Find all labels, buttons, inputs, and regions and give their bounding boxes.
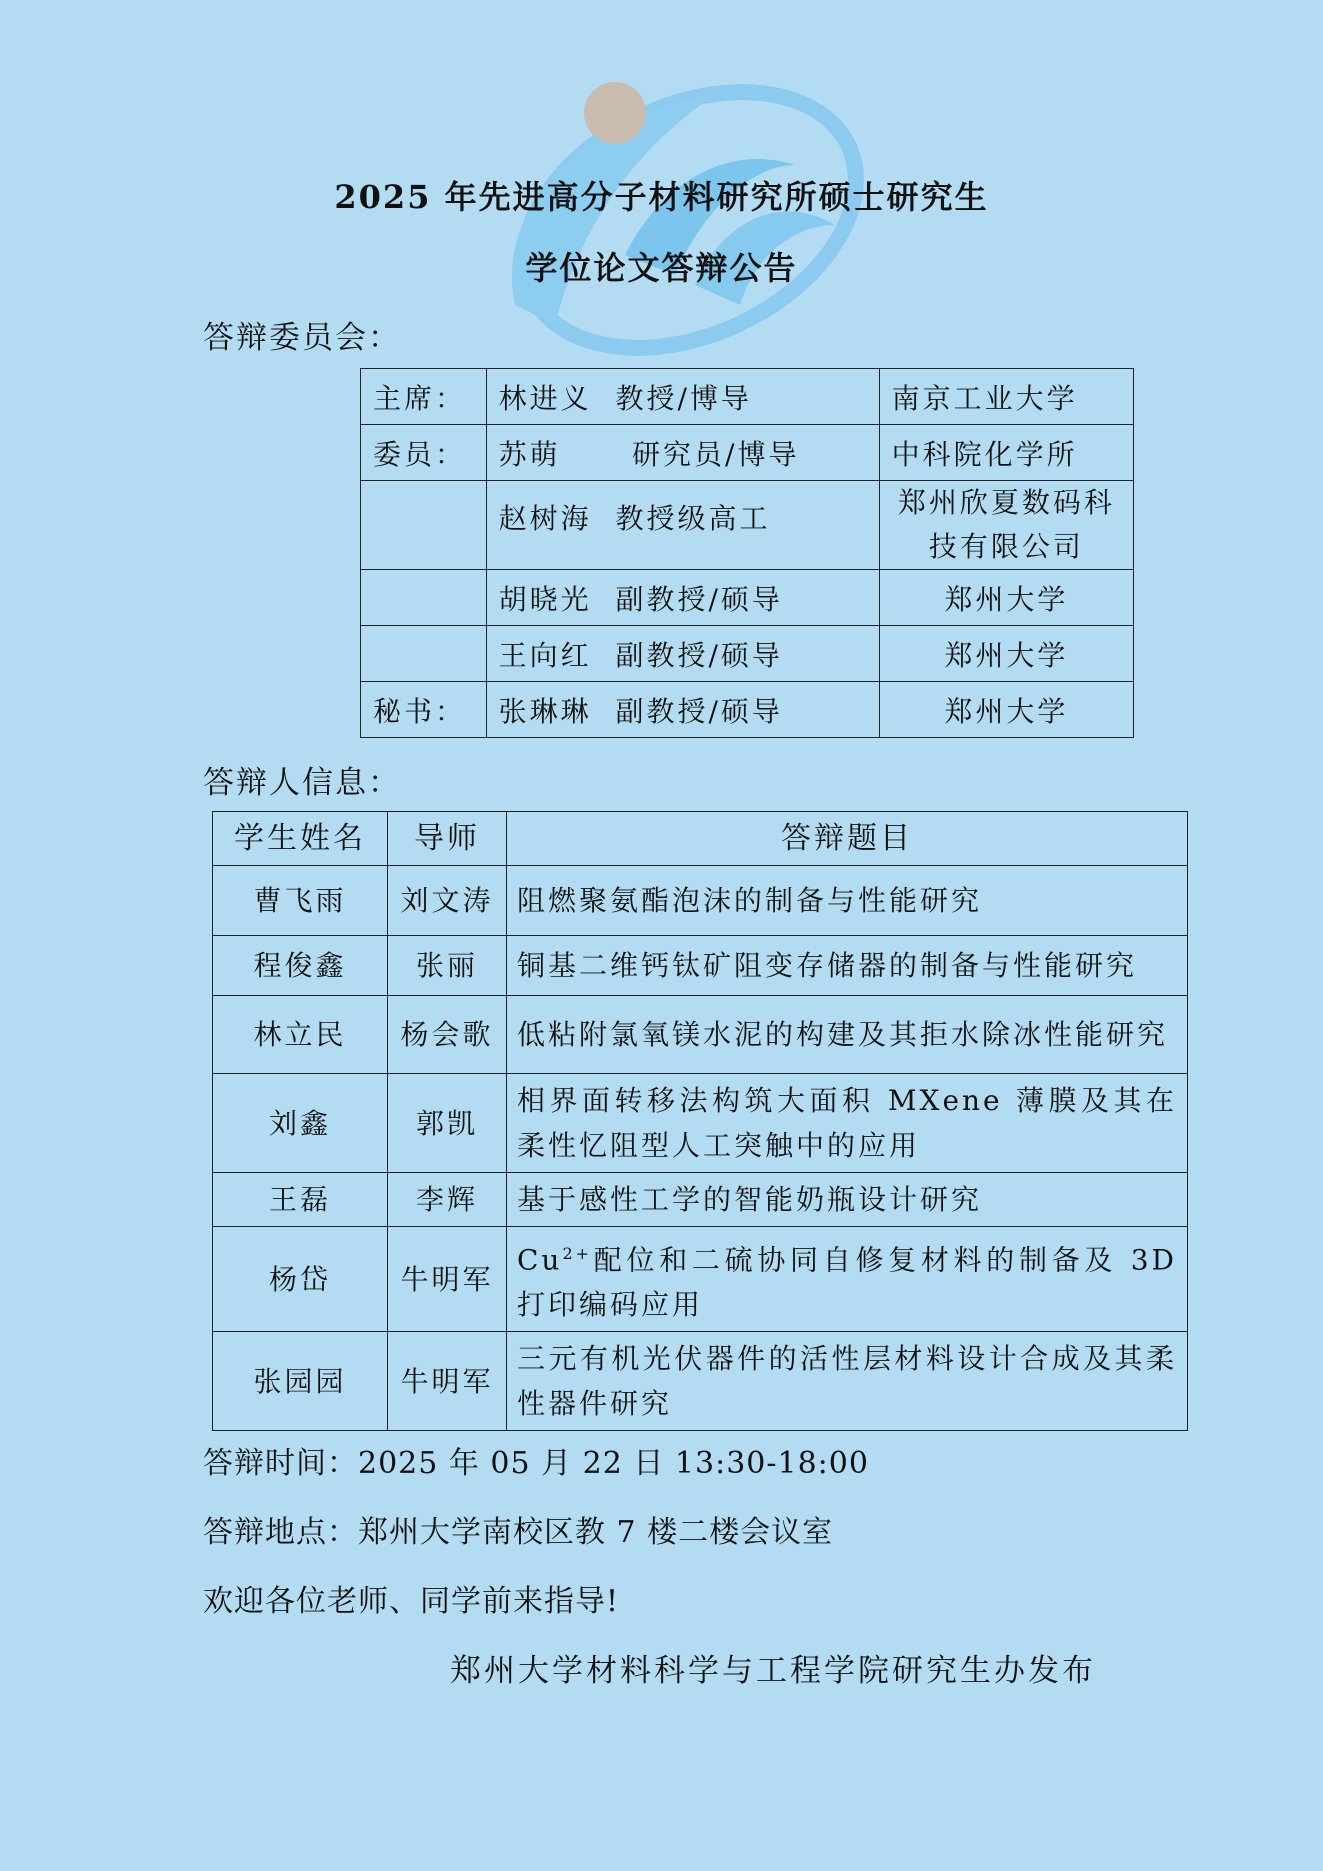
org-cell: 郑州大学 bbox=[879, 682, 1133, 738]
header-topic: 答辩题目 bbox=[507, 812, 1188, 866]
advisor-name: 李辉 bbox=[388, 1173, 507, 1227]
defense-location: 答辩地点：郑州大学南校区教 7 楼二楼会议室 bbox=[203, 1515, 834, 1550]
topic-prefix: Cu bbox=[517, 1243, 563, 1277]
table-row bbox=[213, 866, 1188, 936]
name-title-cell: 苏萌 研究员/博导 bbox=[486, 425, 879, 481]
student-name: 张园园 bbox=[213, 1332, 388, 1431]
student-name: 程俊鑫 bbox=[213, 936, 388, 996]
name-title-cell: 王向红 副教授/硕导 bbox=[486, 626, 879, 682]
advisor-name: 张丽 bbox=[388, 936, 507, 996]
table-row bbox=[361, 425, 1134, 481]
defense-time: 答辩时间：2025 年 05 月 22 日 13:30-18:00 bbox=[203, 1446, 869, 1481]
student-name: 杨岱 bbox=[213, 1227, 388, 1332]
advisor-name: 杨会歌 bbox=[388, 996, 507, 1074]
table-row bbox=[213, 936, 1188, 996]
header-advisor: 导师 bbox=[388, 812, 507, 866]
advisor-name: 牛明军 bbox=[388, 1332, 507, 1431]
name-title-cell: 胡晓光 副教授/硕导 bbox=[486, 570, 879, 626]
topic bbox=[507, 1227, 1188, 1332]
student-name: 曹飞雨 bbox=[213, 866, 388, 936]
topic: 低粘附氯氧镁水泥的构建及其拒水除冰性能研究 bbox=[507, 996, 1188, 1074]
name-title-cell: 张琳琳 副教授/硕导 bbox=[486, 682, 879, 738]
table-row bbox=[213, 1074, 1188, 1173]
role-cell: 主席： bbox=[361, 369, 487, 425]
title-line-2: 学位论文答辩公告 bbox=[525, 249, 798, 287]
defense-heading: 答辩人信息： bbox=[203, 765, 401, 801]
table-header-row bbox=[213, 812, 1188, 866]
header-student-name: 学生姓名 bbox=[213, 812, 388, 866]
topic: 铜基二维钙钛矿阻变存储器的制备与性能研究 bbox=[507, 936, 1188, 996]
table-row bbox=[361, 626, 1134, 682]
role-cell bbox=[361, 626, 487, 682]
org-cell: 郑州大学 bbox=[879, 570, 1133, 626]
title-line-1: 2025 年先进高分子材料研究所硕士研究生 bbox=[334, 178, 989, 216]
table-row bbox=[361, 481, 1134, 570]
table-row bbox=[213, 1173, 1188, 1227]
topic-rest: 配位和二硫协同自修复材料的制备及 3D 打印编码应用 bbox=[517, 1243, 1177, 1322]
topic: 基于感性工学的智能奶瓶设计研究 bbox=[507, 1173, 1188, 1227]
topic-superscript: 2+ bbox=[562, 1244, 593, 1263]
table-row bbox=[361, 570, 1134, 626]
table-row bbox=[213, 996, 1188, 1074]
org-cell: 南京工业大学 bbox=[879, 369, 1133, 425]
org-cell: 郑州欣夏数码科技有限公司 bbox=[879, 481, 1133, 570]
topic: 三元有机光伏器件的活性层材料设计合成及其柔性器件研究 bbox=[507, 1332, 1188, 1431]
role-cell: 委员： bbox=[361, 425, 487, 481]
org-cell: 中科院化学所 bbox=[879, 425, 1133, 481]
student-table bbox=[212, 811, 1188, 1431]
role-cell bbox=[361, 481, 487, 570]
table-row bbox=[361, 369, 1134, 425]
welcome-text: 欢迎各位老师、同学前来指导! bbox=[203, 1584, 620, 1619]
role-cell: 秘书： bbox=[361, 682, 487, 738]
topic: 相界面转移法构筑大面积 MXene 薄膜及其在柔性忆阻型人工突触中的应用 bbox=[507, 1074, 1188, 1173]
org-cell: 郑州大学 bbox=[879, 626, 1133, 682]
student-name: 林立民 bbox=[213, 996, 388, 1074]
table-row bbox=[213, 1332, 1188, 1431]
name-title-cell: 赵树海 教授级高工 bbox=[486, 481, 879, 570]
topic: 阻燃聚氨酯泡沫的制备与性能研究 bbox=[507, 866, 1188, 936]
table-row bbox=[213, 1227, 1188, 1332]
name-title-cell: 林进义 教授/博导 bbox=[486, 369, 879, 425]
committee-heading: 答辩委员会： bbox=[203, 320, 401, 356]
student-name: 王磊 bbox=[213, 1173, 388, 1227]
advisor-name: 牛明军 bbox=[388, 1227, 507, 1332]
publisher: 郑州大学材料科学与工程学院研究生办发布 bbox=[450, 1653, 1096, 1689]
table-row bbox=[361, 682, 1134, 738]
role-cell bbox=[361, 570, 487, 626]
advisor-name: 郭凯 bbox=[388, 1074, 507, 1173]
advisor-name: 刘文涛 bbox=[388, 866, 507, 936]
committee-table bbox=[360, 368, 1134, 738]
student-name: 刘鑫 bbox=[213, 1074, 388, 1173]
